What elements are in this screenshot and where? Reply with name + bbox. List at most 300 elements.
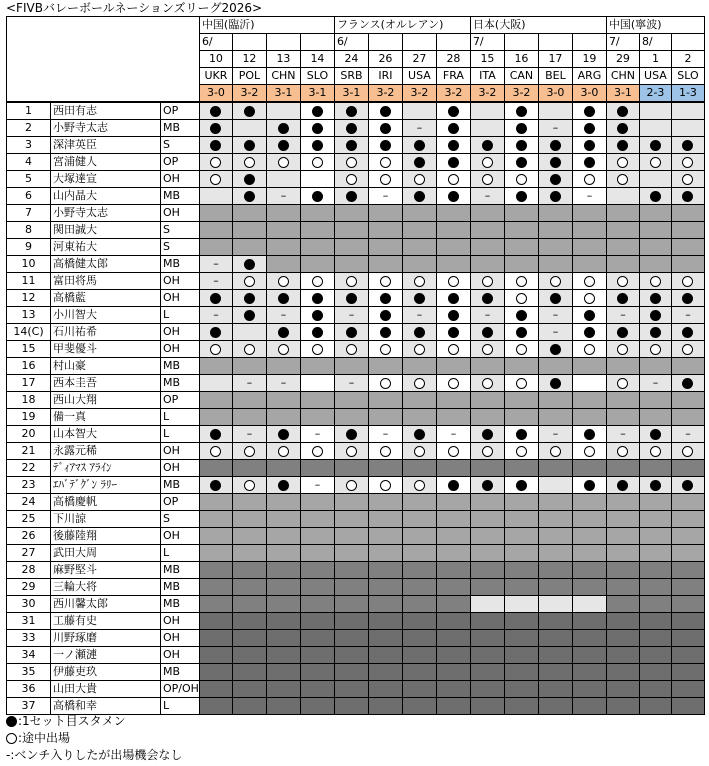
match-cell (300, 596, 334, 613)
match-cell (368, 256, 402, 273)
substitute-marker (516, 378, 527, 389)
match-cell (300, 188, 334, 205)
substitute-marker (448, 344, 459, 355)
match-cell (334, 375, 368, 392)
player-name: 後藤陸翔 (51, 528, 161, 545)
starter-marker (650, 191, 661, 202)
player-name: 大塚達宣 (51, 171, 161, 188)
match-cell (671, 188, 704, 205)
player-position: MB (161, 477, 200, 494)
player-row (7, 579, 705, 596)
match-cell (300, 664, 334, 681)
match-cell (470, 443, 504, 460)
match-cell (572, 137, 606, 154)
bench-marker: – (213, 308, 219, 321)
match-cell (470, 256, 504, 273)
match-cell (300, 477, 334, 494)
substitute-marker (584, 276, 595, 287)
match-cell (538, 460, 572, 477)
match-cell (334, 358, 368, 375)
match-cell (470, 562, 504, 579)
starter-marker (278, 327, 289, 338)
match-cell (606, 205, 639, 222)
match-cell (266, 392, 300, 409)
match-cell (334, 664, 368, 681)
match-cell (266, 256, 300, 273)
result-cell: 3-2 (368, 85, 402, 103)
match-cell (368, 630, 402, 647)
header-opponent-row (7, 68, 705, 85)
match-cell (402, 358, 436, 375)
match-cell (572, 443, 606, 460)
player-name: 村山豪 (51, 358, 161, 375)
match-cell (199, 358, 232, 375)
starter-marker (650, 293, 661, 304)
starter-marker (584, 106, 595, 117)
match-cell (470, 239, 504, 256)
substitute-marker (210, 174, 221, 185)
match-cell (232, 222, 266, 239)
player-position: MB (161, 358, 200, 375)
match-cell (368, 494, 402, 511)
match-cell (402, 205, 436, 222)
match-cell (671, 392, 704, 409)
player-row (7, 545, 705, 562)
match-cell (572, 613, 606, 630)
match-cell (199, 443, 232, 460)
opponent-cell: UKR (199, 68, 232, 85)
bench-marker: – (416, 121, 423, 134)
match-cell (572, 511, 606, 528)
match-cell (368, 460, 402, 477)
match-cell (538, 443, 572, 460)
starter-marker (312, 140, 323, 151)
starter-marker (448, 293, 459, 304)
match-cell (300, 494, 334, 511)
match-cell (368, 477, 402, 494)
match-cell (606, 426, 639, 443)
bench-marker: – (314, 427, 321, 440)
player-name: ﾃﾞｨｱﾏｽ ｱﾗｲﾝ (51, 460, 161, 477)
match-cell (538, 477, 572, 494)
match-cell (671, 307, 704, 324)
player-name: 石川祐希 (51, 324, 161, 341)
starter-marker (210, 480, 221, 491)
player-position: OP (161, 154, 200, 171)
match-cell (368, 358, 402, 375)
match-cell (572, 188, 606, 205)
match-cell (606, 120, 639, 137)
match-cell (199, 171, 232, 188)
player-row (7, 426, 705, 443)
match-cell (368, 239, 402, 256)
match-cell (402, 460, 436, 477)
result-cell: 1-3 (671, 85, 704, 103)
match-cell (671, 545, 704, 562)
player-position: S (161, 222, 200, 239)
player-position: MB (161, 579, 200, 596)
bench-marker: – (348, 376, 355, 389)
match-cell (470, 392, 504, 409)
substitute-marker (584, 174, 595, 185)
starter-marker (210, 429, 221, 440)
match-cell (504, 137, 538, 154)
substitute-marker (650, 446, 661, 457)
month-cell: 7/ (470, 34, 504, 51)
substitute-marker (278, 344, 289, 355)
match-cell (504, 102, 538, 120)
match-cell (606, 545, 639, 562)
starter-marker (312, 327, 323, 338)
match-cell (671, 375, 704, 392)
match-cell (538, 324, 572, 341)
match-cell (538, 664, 572, 681)
bench-marker: – (246, 427, 253, 440)
match-cell (606, 562, 639, 579)
starter-marker (550, 140, 561, 151)
match-cell (606, 273, 639, 290)
player-name: 工藤有史 (51, 613, 161, 630)
match-cell (402, 426, 436, 443)
match-cell (538, 307, 572, 324)
match-cell (300, 562, 334, 579)
month-cell (538, 34, 572, 51)
match-cell (199, 664, 232, 681)
player-number: 11 (7, 273, 51, 290)
match-cell (470, 171, 504, 188)
match-cell (639, 375, 671, 392)
match-cell (300, 256, 334, 273)
starter-marker (210, 293, 221, 304)
player-name: 下川諒 (51, 511, 161, 528)
match-cell (266, 494, 300, 511)
starter-marker (550, 378, 561, 389)
match-cell (199, 290, 232, 307)
match-cell (266, 596, 300, 613)
match-cell (436, 443, 470, 460)
match-cell (402, 409, 436, 426)
opponent-cell: SLO (300, 68, 334, 85)
match-cell (671, 528, 704, 545)
starter-marker (550, 191, 561, 202)
match-cell (199, 307, 232, 324)
player-position: OP (161, 494, 200, 511)
player-position: OH (161, 341, 200, 358)
starter-marker (312, 191, 323, 202)
player-name: 山田大貴 (51, 681, 161, 698)
match-cell (199, 154, 232, 171)
match-cell (572, 307, 606, 324)
substitute-marker (414, 480, 425, 491)
match-cell (504, 647, 538, 664)
result-cell: 3-1 (266, 85, 300, 103)
match-cell (436, 630, 470, 647)
match-cell (671, 409, 704, 426)
match-cell (504, 460, 538, 477)
match-cell (402, 324, 436, 341)
match-cell (368, 681, 402, 698)
match-cell (232, 528, 266, 545)
match-cell (232, 477, 266, 494)
match-cell (671, 613, 704, 630)
month-cell (504, 34, 538, 51)
player-name: 小川智大 (51, 307, 161, 324)
match-cell (538, 698, 572, 715)
match-cell (232, 392, 266, 409)
player-row (7, 324, 705, 341)
player-position: L (161, 409, 200, 426)
match-cell (538, 681, 572, 698)
match-cell (199, 426, 232, 443)
match-cell (402, 137, 436, 154)
match-cell (368, 137, 402, 154)
match-cell (199, 545, 232, 562)
match-cell (368, 171, 402, 188)
player-number: 29 (7, 579, 51, 596)
player-position: OH (161, 443, 200, 460)
player-position: OH (161, 630, 200, 647)
starter-marker (482, 293, 493, 304)
substitute-marker (244, 276, 255, 287)
header-blank (7, 34, 200, 51)
match-cell (470, 120, 504, 137)
match-cell (266, 613, 300, 630)
match-cell (368, 409, 402, 426)
match-cell (671, 562, 704, 579)
match-cell (639, 443, 671, 460)
substitute-marker (550, 276, 561, 287)
substitute-marker (346, 157, 357, 168)
player-name: 小野寺太志 (51, 120, 161, 137)
match-cell (671, 273, 704, 290)
match-cell (199, 137, 232, 154)
match-cell (572, 630, 606, 647)
match-cell (334, 205, 368, 222)
match-cell (402, 630, 436, 647)
player-name: 永露元稀 (51, 443, 161, 460)
match-cell (606, 613, 639, 630)
substitute-marker (312, 446, 323, 457)
match-cell (266, 698, 300, 715)
player-name: 山本智大 (51, 426, 161, 443)
match-cell (606, 579, 639, 596)
match-cell (368, 222, 402, 239)
match-cell (334, 273, 368, 290)
player-row (7, 443, 705, 460)
match-cell (232, 188, 266, 205)
match-cell (671, 477, 704, 494)
player-row (7, 307, 705, 324)
match-cell (232, 494, 266, 511)
bench-marker: – (280, 189, 287, 202)
match-cell (572, 324, 606, 341)
substitute-marker (312, 276, 323, 287)
match-cell (504, 664, 538, 681)
starter-marker (244, 310, 255, 321)
match-cell (572, 171, 606, 188)
match-cell (300, 579, 334, 596)
match-cell (199, 698, 232, 715)
opponent-cell: CHN (266, 68, 300, 85)
result-cell: 3-1 (300, 85, 334, 103)
player-row (7, 477, 705, 494)
match-cell (436, 409, 470, 426)
starter-marker (278, 293, 289, 304)
month-cell: 7/ (606, 34, 639, 51)
substitute-marker (650, 157, 661, 168)
starter-marker (550, 293, 561, 304)
starter-marker (448, 310, 459, 321)
match-cell (232, 545, 266, 562)
player-row (7, 630, 705, 647)
player-name: 富田将馬 (51, 273, 161, 290)
result-cell: 2-3 (639, 85, 671, 103)
player-name: 西川馨太郎 (51, 596, 161, 613)
month-cell (436, 34, 470, 51)
match-cell (436, 698, 470, 715)
day-cell: 1 (639, 51, 671, 68)
match-cell (266, 290, 300, 307)
match-cell (232, 613, 266, 630)
player-number: 37 (7, 698, 51, 715)
match-cell (266, 443, 300, 460)
match-cell (334, 630, 368, 647)
match-cell (671, 205, 704, 222)
match-cell (266, 222, 300, 239)
match-cell (671, 579, 704, 596)
starter-marker (346, 429, 357, 440)
day-cell: 29 (606, 51, 639, 68)
match-cell (572, 102, 606, 120)
match-cell (538, 256, 572, 273)
match-cell (334, 102, 368, 120)
day-cell: 19 (572, 51, 606, 68)
bench-marker: – (280, 376, 287, 389)
header-venue-row (7, 17, 705, 34)
match-cell (402, 120, 436, 137)
header-blank (7, 17, 200, 34)
substitute-marker (682, 174, 693, 185)
starter-marker (482, 327, 493, 338)
starter-marker (617, 293, 628, 304)
match-cell (470, 528, 504, 545)
starter-marker (244, 259, 255, 270)
substitute-marker (516, 276, 527, 287)
match-cell (639, 341, 671, 358)
starter-marker (516, 310, 527, 321)
match-cell (606, 256, 639, 273)
player-number: 27 (7, 545, 51, 562)
match-cell (232, 358, 266, 375)
match-cell (368, 324, 402, 341)
player-number: 9 (7, 239, 51, 256)
player-position: MB (161, 664, 200, 681)
starter-marker (482, 140, 493, 151)
player-number: 25 (7, 511, 51, 528)
match-cell (671, 698, 704, 715)
match-cell (334, 511, 368, 528)
starter-marker (414, 429, 425, 440)
match-cell (538, 137, 572, 154)
starter-marker (346, 327, 357, 338)
player-name: 備一真 (51, 409, 161, 426)
match-cell (504, 171, 538, 188)
match-cell (199, 511, 232, 528)
venue-header: 日本(大阪) (470, 17, 606, 34)
match-cell (572, 494, 606, 511)
match-cell (334, 137, 368, 154)
starter-marker (210, 327, 221, 338)
match-cell (470, 494, 504, 511)
match-cell (334, 256, 368, 273)
match-cell (402, 307, 436, 324)
match-cell (504, 273, 538, 290)
match-cell (470, 324, 504, 341)
match-cell (334, 426, 368, 443)
match-cell (436, 307, 470, 324)
player-name: 高橋和幸 (51, 698, 161, 715)
player-position: OH (161, 273, 200, 290)
player-row (7, 256, 705, 273)
match-cell (606, 154, 639, 171)
opponent-cell: POL (232, 68, 266, 85)
match-cell (266, 630, 300, 647)
bench-marker: – (586, 189, 593, 202)
match-cell (300, 290, 334, 307)
match-cell (334, 222, 368, 239)
starter-marker (244, 106, 255, 117)
match-cell (606, 102, 639, 120)
player-name: 西本圭吾 (51, 375, 161, 392)
starter-marker (682, 191, 693, 202)
opponent-cell: CAN (504, 68, 538, 85)
substitute-marker (244, 344, 255, 355)
match-cell (538, 392, 572, 409)
match-cell (639, 307, 671, 324)
match-cell (232, 239, 266, 256)
match-cell (470, 205, 504, 222)
starter-marker (312, 293, 323, 304)
match-cell (266, 154, 300, 171)
player-name: 山内晶大 (51, 188, 161, 205)
match-cell (334, 188, 368, 205)
match-cell (671, 630, 704, 647)
match-cell (572, 409, 606, 426)
starter-marker (584, 480, 595, 491)
match-cell (402, 154, 436, 171)
match-cell (671, 324, 704, 341)
match-cell (538, 528, 572, 545)
match-cell (572, 562, 606, 579)
match-cell (266, 579, 300, 596)
match-cell (368, 579, 402, 596)
legend-text: :1セット目スタメン (18, 714, 126, 728)
match-cell (639, 698, 671, 715)
player-row (7, 681, 705, 698)
match-cell (266, 647, 300, 664)
match-cell (368, 562, 402, 579)
header-blank (7, 85, 200, 103)
player-row (7, 171, 705, 188)
match-cell (572, 222, 606, 239)
player-row (7, 460, 705, 477)
day-cell: 16 (504, 51, 538, 68)
player-number: 33 (7, 630, 51, 647)
match-cell (470, 341, 504, 358)
starter-marker (244, 140, 255, 151)
bench-marker: – (685, 427, 691, 440)
match-cell (639, 205, 671, 222)
